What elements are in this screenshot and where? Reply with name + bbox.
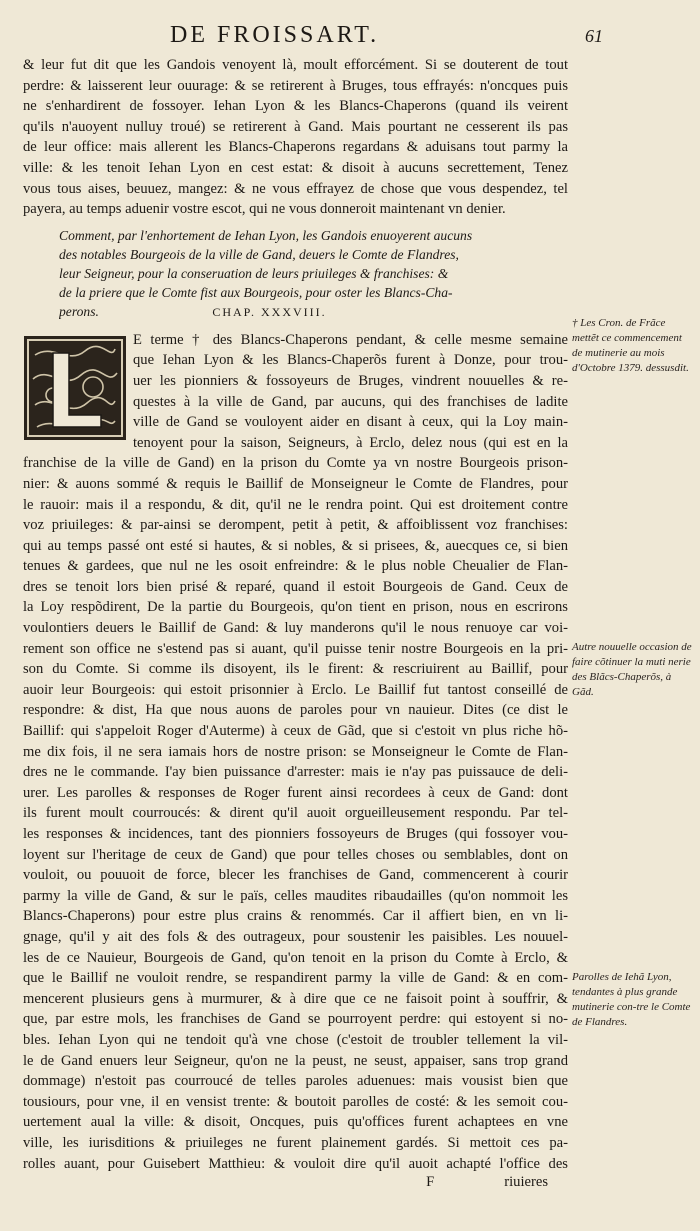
text-line: ville, les iurisditions & priuileges ne furent plainement gardés. Si mettoit ces pa- xyxy=(23,1134,568,1151)
text-line: urer. Les parolles & responses de Roger furent ainsi recordees à ceux de Gand: dont xyxy=(23,784,568,801)
text-line: que, par estre mols, les franchises de Gand se pourroyent perdre: qui estoyent si no- xyxy=(23,1011,568,1028)
signature-mark: F xyxy=(426,1174,435,1191)
chapter-heading-line: de la priere que le Comte fist aux Bourgeois, pour oster les Blancs-Cha- xyxy=(59,284,453,300)
text-line: tenues & gardees, que nul ne les osoit enfreindre: & le plus noble Cheualier de Flan- xyxy=(23,558,568,575)
text-line: bles. Iehan Lyon qui ne tendoit qu'à vne chose (c'estoit de troubler tellement la vil- xyxy=(23,1031,568,1048)
text-line: mencerent plusieurs gens à murmurer, & à dire que ce ne faisoit point à souffrir, & xyxy=(23,990,568,1007)
text-line: le rauoir: mais il a respondu, & dit, qu'il ne le rendra point. Qui est droitement contre xyxy=(23,496,568,513)
text-line: les de ce Nauieur, Bourgeois de Gand, qu'on tenoit en la prison du Comte à Erclo, & xyxy=(23,949,568,966)
text-line: ville: & les tenoit Iehan Lyon en cest estat: & disoit à aucuns secrettement, Tenez xyxy=(23,159,568,176)
woodcut-initial-icon xyxy=(23,335,127,441)
text-line: les responses & incidences, tant des pionniers fossoyeurs de Bruges (qui fossoyer vou- xyxy=(23,826,568,842)
chapter-body xyxy=(23,330,568,1191)
text-line: questes à la ville de Gand, par aucuns, qui des franchises de ladite xyxy=(133,393,568,410)
text-line: ne s'enhardirent de fossoyer. Iehan Lyon & les Blancs-Chaperons (quand ils veirent xyxy=(23,98,568,115)
chapter-heading-last xyxy=(59,302,539,322)
running-head: DE FROISSART. xyxy=(170,22,380,48)
text-line: respondre: & dist, Ha que nous auons de paroles pour vn nauieur. Dites (ce dist le xyxy=(23,702,568,719)
decorated-initial-l xyxy=(23,335,127,441)
text-line: ils furent moult courroucés: & dirent qu'il auoit orgueilleusement respondu. Par tel- xyxy=(23,805,568,822)
text-line: rolles auant, pour Guisebert Matthieu: & vouloit dire qu'il auoit achapté l'office des xyxy=(23,1155,568,1172)
chapter-heading-line: leur Seigneur, pour la conseruation de leurs priuileges & franchises: & xyxy=(59,265,449,281)
text-line: perdre: & laisserent leur ouurage: & se retirerent à Bruges, tous effrayés: n'oncques puis xyxy=(23,77,568,94)
text-line: tousiours, pour vne, il en vensist trente: & boutoit parolles de costé: & les semoit cou- xyxy=(23,1093,568,1110)
text-line: Baillif: qui s'appeloit Roger d'Auterme) à ceux de Gãd, que si c'estoit vn plus riche hõ- xyxy=(23,723,568,740)
text-line: voz priuileges: & par-ainsi se derompent, petit à petit, & affoiblissent voz franchises: xyxy=(23,517,568,534)
chapter-number: CHAP. XXXVIII. xyxy=(212,304,327,319)
text-line: loyent sur l'heritage de ceux de Gand) que pour telles choses ou semblables, dont on xyxy=(23,846,568,863)
text-line: tenoyent pour la saison, Seigneurs, à Erclo, delez nous (qui est en la xyxy=(133,434,568,451)
text-line: de leur office: mais allerent les Blancs-Chaperons regardans & aduisans tout parmy la xyxy=(23,139,568,156)
text-line: dres ne le commande. I'ay bien puissance d'arrester: mais ie n'ay pas puissauce de deli- xyxy=(23,764,568,781)
text-line: dres se tenoit lors bien prisé & reparé, quand il estoit Bourgeois de Gand. Ceux de xyxy=(23,578,568,595)
chapter-heading-line: des notables Bourgeois de la ville de Gand, deuers le Comte de Flandres, xyxy=(59,246,459,262)
page-number: 61 xyxy=(585,26,603,46)
text-line: uer les pionniers & fossoyeurs de Bruges, vindrent nouuelles & re- xyxy=(133,372,568,389)
text-line: son du Comte. Si comme ils disoyent, ils le firent: & rescriuirent au Baillif, pour xyxy=(23,661,568,678)
main-text-block xyxy=(23,55,568,1191)
text-line: qu'ils n'auoyent nulluy troué) se retirerent à Gand. Mais pourtant ne cesserent ils pas xyxy=(23,118,568,135)
footer-line xyxy=(23,1174,568,1191)
margin-note: Parolles de Iehã Lyon, tendantes à plus grande mutinerie con-tre le Comte de Flandres. xyxy=(572,971,691,1028)
text-line: E terme † des Blancs-Chaperons pendant, & celle mesme semaine xyxy=(133,331,568,348)
chapter-heading-line: Comment, par l'enhortement de Iehan Lyon, les Gandois enuoyerent aucuns xyxy=(59,227,473,243)
text-line: vous tous aises, beuuez, mangez: & ne vous effrayez de chose que vous despendez, tel xyxy=(23,180,568,197)
chapter-heading xyxy=(59,226,539,322)
text-line: vouloit, ou pouuoit de force, blecer les franchises de Gand, commencerent à courir xyxy=(23,867,568,884)
text-line: parmy la ville de Gand, & sur le païs, celles maudites ribaudailles (qu'on nommoit les xyxy=(23,887,568,904)
text-line: me dix fois, il ne sera iamais hors de nostre prison: se Monseigneur le Comte de Flan- xyxy=(23,743,568,760)
text-line: uertement aual la ville: & disoit, Oncques, puis qu'offices furent achaptees en vne xyxy=(23,1114,568,1131)
margin-note: Autre nouuelle occasion de faire cõtinuer la muti nerie des Blãcs-Chaperõs, à Gãd. xyxy=(572,641,692,698)
chapter-heading-line: perons. xyxy=(59,303,99,319)
text-line: Blancs-Chaperons) pour estre plus crains & renommés. Car il affiert bien, en vn li- xyxy=(23,908,568,925)
text-line: ville de Gand se vouloyent aider en disant à ceux, qui la Loy main- xyxy=(133,414,568,431)
text-line: la Loy respõdirent, De la partie du Bourgeois, qu'on tient en prison, nous en escrirons xyxy=(23,599,568,616)
text-line: que le Baillif ne vouloit rendre, se respandirent parmy la ville de Gand: & en com- xyxy=(23,970,568,987)
text-line: que Iehan Lyon & les Blancs-Chaperõs furent à Donze, pour trou- xyxy=(133,352,568,369)
text-line: dommage) n'estoit pas courroucé de telles paroles aduenues: mais vousist bien que xyxy=(23,1073,568,1090)
text-line: franchise de la ville de Gand) en la prison du Comte ya vn nostre Bourgeois prison- xyxy=(23,455,568,472)
text-line: qui au temps passé ont esté si hautes, & si nobles, & si prisees, &, auecques ce, si bien xyxy=(23,537,568,554)
text-line: nier: & auons sommé & requis le Baillif de Monseigneur le Comte de Flandres, pour xyxy=(23,475,568,492)
text-line: auoir leur Bourgeois: qui estoit prisonnier à Erclo. Le Baillif fut tantost conseillé de xyxy=(23,681,568,698)
text-line: payera, au temps aduenir vostre escot, qui ne vous donneroit maintenant vn denier. xyxy=(23,201,506,218)
opening-paragraph xyxy=(23,55,568,220)
text-line: gnage, qu'il y ait des fols & des outrageux, pour soustenir les paisibles. Les nouuel- xyxy=(23,928,568,945)
margin-note: † Les Cron. de Frãce mettẽt ce commencement de mutinerie au mois d'Octobre 1379. dessusdit. xyxy=(572,317,689,374)
catchword: riuieres xyxy=(504,1174,548,1191)
text-line: & leur fut dit que les Gandois venoyent là, moult efforcément. Si se douterent de tout xyxy=(23,57,568,73)
text-line: voulontiers deuers le Baillif de Gand: & luy manderons qu'il le nous renuoye car voi- xyxy=(23,620,568,637)
text-line: le de Gand enuers leur Seigneur, qu'on ne la peust, ne seust, appaiser, sans trop grand xyxy=(23,1052,568,1069)
text-line: rement son office ne s'estend pas si auant, qu'il puisse tenir nostre Bourgeois en la pri- xyxy=(23,640,568,657)
